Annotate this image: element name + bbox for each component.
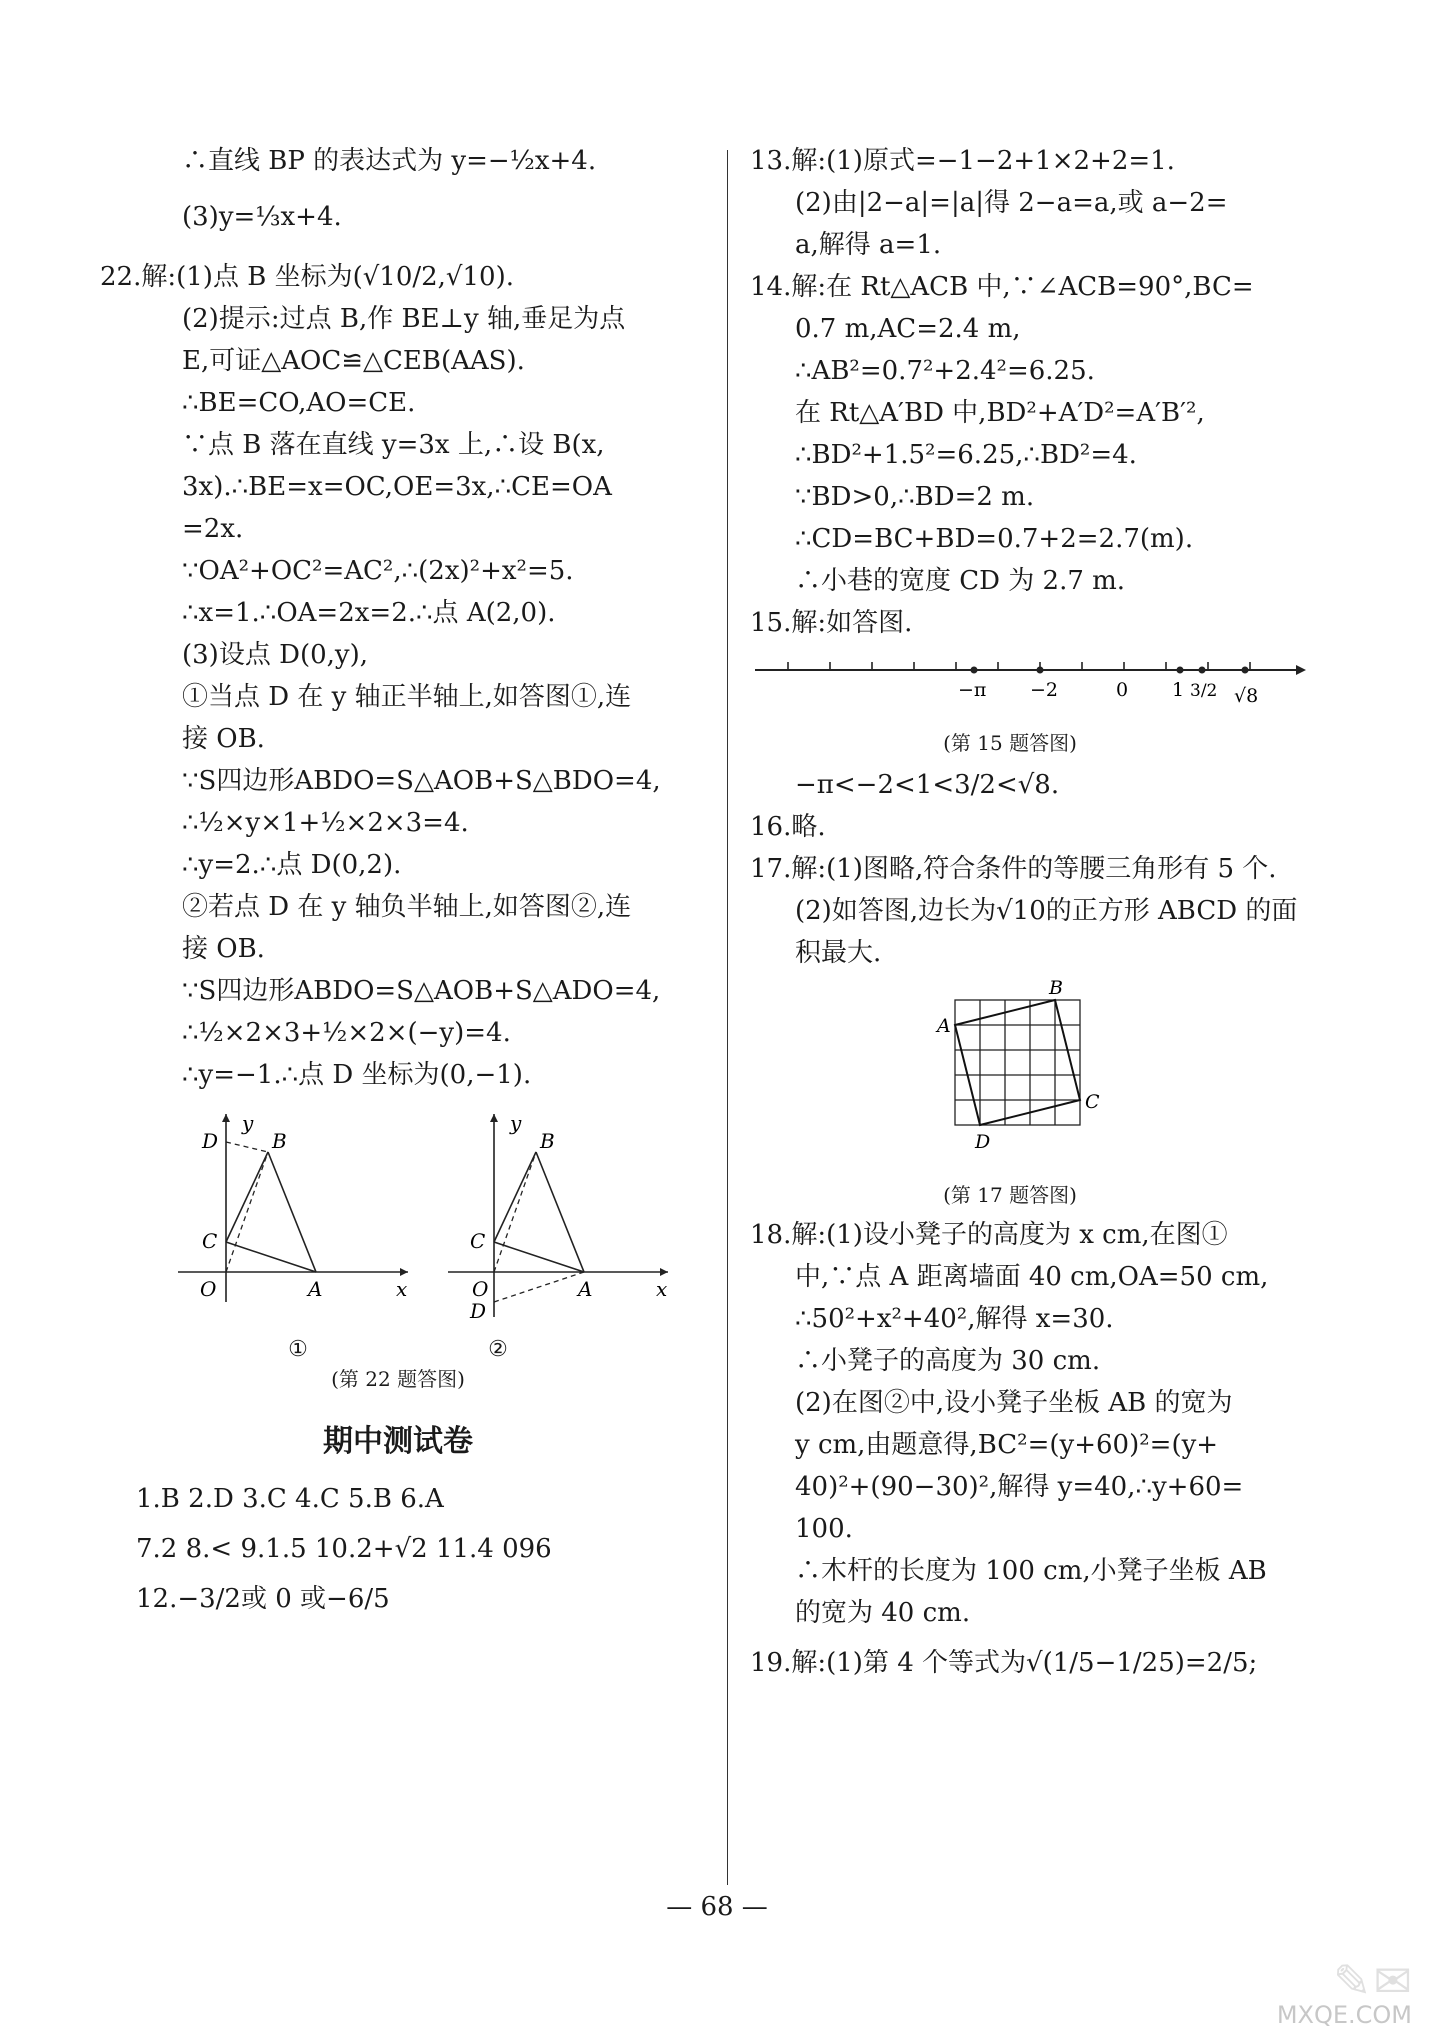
answer-line: ∴½×2×3+½×2×(−y)=4. [182, 1018, 511, 1048]
answer-line: y cm,由题意得,BC²=(y+60)²=(y+ [795, 1430, 1219, 1460]
page-number: — 68 — [666, 1892, 768, 1922]
point-o-label: O [200, 1277, 217, 1301]
answer-line: ∴木杆的长度为 100 cm,小凳子坐板 AB [795, 1556, 1267, 1586]
answer-line: (2)提示:过点 B,作 BE⊥y 轴,垂足为点 [182, 304, 626, 334]
watermark-logo [1226, 1954, 1416, 2029]
tick-label: 0 [1116, 679, 1129, 701]
answer-line: E,可证△AOC≌△CEB(AAS). [182, 346, 525, 376]
answer-line: 积最大. [795, 938, 882, 968]
problem-15-start: 15.解:如答图. [750, 608, 913, 638]
point-a-label: A [937, 1015, 951, 1037]
answer-line: 接 OB. [182, 934, 265, 964]
diagram-1-label: ① [288, 1337, 308, 1362]
tick-label: 1 [1172, 679, 1185, 701]
answer-line: 0.7 m,AC=2.4 m, [795, 314, 1021, 344]
answer-line: 接 OB. [182, 724, 265, 754]
answer-line: ∴CD=BC+BD=0.7+2=2.7(m). [795, 524, 1194, 554]
point-c-label: C [470, 1229, 486, 1253]
answer-line: ∴½×y×1+½×2×3=4. [182, 808, 469, 838]
answer-line: ∵BD>0,∴BD=2 m. [795, 482, 1035, 512]
problem-16: 16.略. [750, 812, 826, 842]
point-c-label: C [202, 1229, 218, 1253]
answer-line: (2)如答图,边长为√10的正方形 ABCD 的面 [795, 896, 1298, 926]
answer-line: ②若点 D 在 y 轴负半轴上,如答图②,连 [182, 892, 632, 922]
point-b-label: B [540, 1129, 555, 1153]
answer-line: (2)在图②中,设小凳子坐板 AB 的宽为 [795, 1388, 1233, 1418]
figure-22 [138, 1102, 713, 1394]
answer-line: ∴小凳子的高度为 30 cm. [795, 1346, 1101, 1376]
point-b-label: B [272, 1129, 287, 1153]
point-c-label: C [1085, 1091, 1100, 1113]
point-d-label: D [975, 1131, 991, 1153]
figure-22-caption: (第 22 题答图) [331, 1367, 465, 1391]
point-d-label: D [470, 1299, 487, 1323]
answer-line: ①当点 D 在 y 轴正半轴上,如答图①,连 [182, 682, 632, 712]
axis-x-label: x [656, 1277, 668, 1301]
answer-line: ∴y=2.∴点 D(0,2). [182, 850, 402, 880]
answer-line: 40)²+(90−30)²,解得 y=40,∴y+60= [795, 1472, 1244, 1502]
answer-line: ∴直线 BP 的表达式为 y=−½x+4. [182, 146, 597, 176]
problem-13-start: 13.解:(1)原式=−1−2+1×2+2=1. [750, 146, 1175, 176]
answer-line: (3)设点 D(0,y), [182, 640, 368, 670]
right-column [750, 140, 1330, 1684]
answer-line: ∴AB²=0.7²+2.4²=6.25. [795, 356, 1095, 386]
answer-line: (3)y=⅓x+4. [182, 202, 342, 232]
answer-line: 在 Rt△A′BD 中,BD²+A′D²=A′B′², [795, 398, 1205, 428]
figure-22-diagrams [138, 1102, 678, 1332]
answer-line: 的宽为 40 cm. [795, 1598, 971, 1628]
figure-17 [750, 980, 1330, 1174]
answer-line: =2x. [182, 514, 244, 544]
problem-19-start: 19.解:(1)第 4 个等式为√(1/5−1/25)=2/5; [750, 1648, 1258, 1678]
answer-line: ∵S四边形ABDO=S△AOB+S△ADO=4, [182, 976, 661, 1006]
problem-14-start: 14.解:在 Rt△ACB 中,∵∠ACB=90°,BC= [750, 272, 1254, 302]
answer-line: ∴x=1.∴OA=2x=2.∴点 A(2,0). [182, 598, 556, 628]
diagram-2 [448, 1111, 668, 1323]
point-a-label: A [308, 1277, 323, 1301]
answer-line: ∴BD²+1.5²=6.25,∴BD²=4. [795, 440, 1137, 470]
answer-line: 中,∵点 A 距离墙面 40 cm,OA=50 cm, [795, 1262, 1269, 1292]
left-column [100, 140, 713, 1620]
diagram-2-label: ② [488, 1337, 508, 1362]
column-divider [727, 150, 728, 1885]
problem-22-start: 22.解:(1)点 B 坐标为(√10/2,√10). [100, 262, 514, 292]
answers-row-3: 12.−3/2或 0 或−6/5 [136, 1584, 390, 1614]
axis-x-label: x [396, 1277, 408, 1301]
point-o-label: O [472, 1277, 489, 1301]
answer-line: 100. [795, 1514, 853, 1544]
watermark-badge-icon: ✎✉ [1332, 1954, 1414, 2008]
point-b-label: B [1049, 980, 1063, 999]
inequality-line: −π<−2<1<3/2<√8. [795, 770, 1060, 800]
figure-17-caption: (第 17 题答图) [943, 1183, 1077, 1207]
tick-label: 3/2 [1190, 681, 1218, 701]
watermark-text: MXQE.COM [1276, 2001, 1412, 2029]
answer-line: (2)由|2−a|=|a|得 2−a=a,或 a−2= [795, 188, 1228, 218]
section-title: 期中测试卷 [323, 1424, 473, 1459]
answer-line: ∵点 B 落在直线 y=3x 上,∴设 B(x, [182, 430, 605, 460]
point-a-label: A [578, 1277, 593, 1301]
answers-row-1: 1.B 2.D 3.C 4.C 5.B 6.A [136, 1484, 444, 1514]
figure-15 [750, 650, 1330, 758]
answer-line: ∴50²+x²+40²,解得 x=30. [795, 1304, 1114, 1334]
figure-15-caption: (第 15 题答图) [943, 731, 1077, 755]
number-line [750, 650, 1310, 720]
axis-y-label: y [242, 1111, 254, 1135]
problem-17-start: 17.解:(1)图略,符合条件的等腰三角形有 5 个. [750, 854, 1277, 884]
answer-line: a,解得 a=1. [795, 230, 942, 260]
problem-18-start: 18.解:(1)设小凳子的高度为 x cm,在图① [750, 1220, 1228, 1250]
answer-line: ∴BE=CO,AO=CE. [182, 388, 416, 418]
answer-line: ∵OA²+OC²=AC²,∴(2x)²+x²=5. [182, 556, 574, 586]
tick-label: −π [958, 679, 987, 701]
answers-row-2: 7.2 8.< 9.1.5 10.2+√2 11.4 096 [136, 1534, 552, 1564]
axis-y-label: y [510, 1111, 522, 1135]
answer-line: ∴y=−1.∴点 D 坐标为(0,−1). [182, 1060, 532, 1090]
tick-label: √8 [1234, 685, 1259, 707]
answer-line: ∵S四边形ABDO=S△AOB+S△BDO=4, [182, 766, 661, 796]
tick-label: −2 [1030, 679, 1059, 701]
grid-diagram [925, 980, 1125, 1170]
answer-line: ∴小巷的宽度 CD 为 2.7 m. [795, 566, 1126, 596]
diagram-1 [178, 1111, 408, 1302]
point-d-label: D [202, 1129, 219, 1153]
answer-line: 3x).∴BE=x=OC,OE=3x,∴CE=OA [182, 472, 612, 502]
